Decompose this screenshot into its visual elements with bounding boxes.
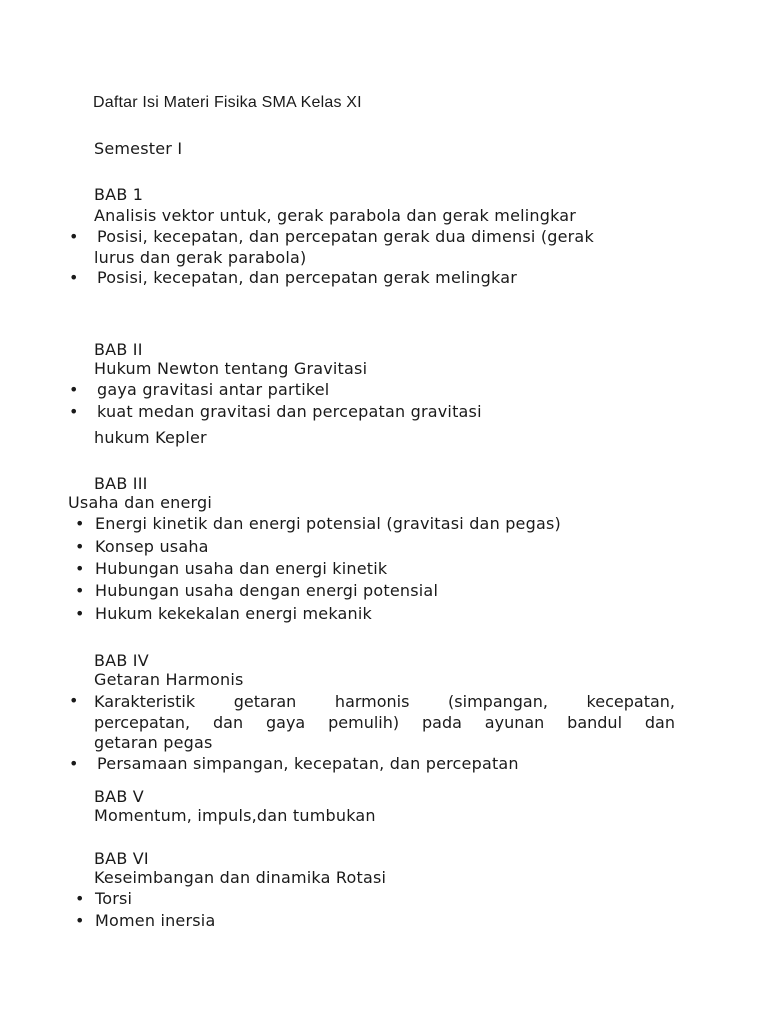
bab3-item: Energi kinetik dan energi potensial (gravitasi dan pegas) — [95, 514, 561, 533]
bullet-icon: • — [69, 402, 79, 421]
bab4-item1-line3: getaran pegas — [94, 733, 213, 752]
bab1-heading: Analisis vektor untuk, gerak parabola dan gerak melingkar — [94, 206, 577, 225]
bab6-heading: Keseimbangan dan dinamika Rotasi — [94, 868, 387, 887]
bab6-label: BAB VI — [94, 849, 149, 868]
bullet-icon: • — [75, 604, 85, 623]
bab3-item: Konsep usaha — [95, 537, 209, 556]
bab1-item1-line1: Posisi, kecepatan, dan percepatan gerak dua dimensi (gerak — [97, 227, 594, 246]
bab3-heading: Usaha dan energi — [68, 493, 212, 512]
bab2-label: BAB II — [94, 340, 143, 359]
bullet-icon: • — [69, 268, 79, 287]
bullet-icon: • — [69, 380, 79, 399]
semester-heading: Semester I — [94, 139, 183, 158]
bab2-item2: kuat medan gravitasi dan percepatan gravitasi — [97, 402, 482, 421]
bab6-item: Torsi — [95, 889, 133, 908]
bab5-heading: Momentum, impuls,dan tumbukan — [94, 806, 376, 825]
bullet-icon: • — [69, 691, 79, 710]
bab4-label: BAB IV — [94, 651, 149, 670]
bullet-icon: • — [75, 537, 85, 556]
bullet-icon: • — [75, 581, 85, 600]
bullet-icon: • — [75, 911, 85, 930]
bullet-icon: • — [75, 514, 85, 533]
bab2-heading: Hukum Newton tentang Gravitasi — [94, 359, 368, 378]
document-title: Daftar Isi Materi Fisika SMA Kelas XI — [93, 94, 362, 111]
bab1-item2: Posisi, kecepatan, dan percepatan gerak melingkar — [97, 268, 517, 287]
bab3-item: Hukum kekekalan energi mekanik — [95, 604, 372, 623]
bullet-icon: • — [75, 889, 85, 908]
bab6-item: Momen inersia — [95, 911, 216, 930]
bab4-heading: Getaran Harmonis — [94, 670, 244, 689]
bullet-icon: • — [75, 559, 85, 578]
bab4-item2: Persamaan simpangan, kecepatan, dan percepatan — [97, 754, 519, 773]
bab3-label: BAB III — [94, 474, 148, 493]
bab2-extra: hukum Kepler — [94, 428, 207, 447]
bab1-label: BAB 1 — [94, 185, 144, 204]
bab2-item1: gaya gravitasi antar partikel — [97, 380, 330, 399]
bab5-label: BAB V — [94, 787, 144, 806]
bab3-item: Hubungan usaha dan energi kinetik — [95, 559, 388, 578]
bullet-icon: • — [69, 227, 79, 246]
bullet-icon: • — [69, 754, 79, 773]
bab4-item1-line1: Karakteristik getaran harmonis (simpangan, kecepatan, — [94, 692, 675, 711]
bab3-item: Hubungan usaha dengan energi potensial — [95, 581, 439, 600]
bab1-item1-line2: lurus dan gerak parabola) — [94, 248, 307, 267]
bab4-item1-line2: percepatan, dan gaya pemulih) pada ayunan bandul dan — [94, 713, 675, 732]
